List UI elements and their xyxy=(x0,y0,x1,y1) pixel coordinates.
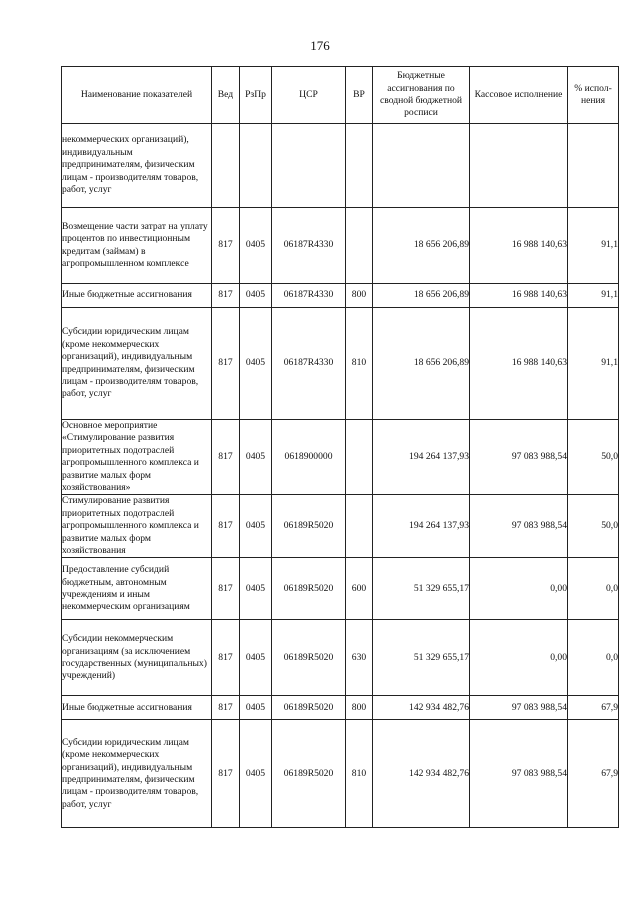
row-budget-cell: 18 656 206,89 xyxy=(373,284,470,308)
row-ved-cell: 817 xyxy=(212,696,240,720)
row-vr-cell xyxy=(346,208,373,284)
row-budget-cell xyxy=(373,124,470,208)
header-csr: ЦСР xyxy=(272,67,346,124)
row-csr-cell: 06189R5020 xyxy=(272,720,346,828)
row-csr-cell: 06189R5020 xyxy=(272,495,346,558)
row-vr-cell: 810 xyxy=(346,308,373,420)
row-ved-cell: 817 xyxy=(212,720,240,828)
row-rzpr-cell: 0405 xyxy=(240,558,272,620)
row-rzpr-cell: 0405 xyxy=(240,420,272,495)
row-csr-cell: 0618900000 xyxy=(272,420,346,495)
row-name-cell: Субсидии некоммерческим организациям (за исключением государственных (муниципальных) учреждений) xyxy=(62,620,212,696)
row-vr-cell: 800 xyxy=(346,696,373,720)
row-rzpr-cell: 0405 xyxy=(240,620,272,696)
row-rzpr-cell: 0405 xyxy=(240,308,272,420)
header-name: Наименование показателей xyxy=(62,67,212,124)
row-pct-cell: 0,0 xyxy=(568,620,619,696)
row-vr-cell: 630 xyxy=(346,620,373,696)
row-pct-cell: 91,1 xyxy=(568,308,619,420)
table-row xyxy=(62,208,619,284)
row-name-cell: некоммерческих организаций), индивидуальным предпринимателям, физическим лицам - производителям товаров, работ, услуг xyxy=(62,124,212,208)
row-csr-cell xyxy=(272,124,346,208)
header-pct: % испол-нения xyxy=(568,67,619,124)
row-csr-cell: 06189R5020 xyxy=(272,620,346,696)
table-row xyxy=(62,124,619,208)
row-pct-cell xyxy=(568,124,619,208)
row-budget-cell: 142 934 482,76 xyxy=(373,696,470,720)
row-vr-cell: 600 xyxy=(346,558,373,620)
row-cash-cell: 97 083 988,54 xyxy=(470,696,568,720)
row-ved-cell: 817 xyxy=(212,620,240,696)
table-row xyxy=(62,284,619,308)
row-name-cell: Субсидии юридическим лицам (кроме некоммерческих организаций), индивидуальным предпринимателям, физическим лицам - производителям товаров, работ, услуг xyxy=(62,720,212,828)
row-vr-cell xyxy=(346,420,373,495)
row-csr-cell: 06187R4330 xyxy=(272,208,346,284)
page-number: 176 xyxy=(310,38,330,53)
row-pct-cell: 50,0 xyxy=(568,495,619,558)
row-name-cell: Основное мероприятие «Стимулирование развития приоритетных подотраслей агропромышленного комплекса и развитие малых форм хозяйствования» xyxy=(62,420,212,495)
row-cash-cell: 97 083 988,54 xyxy=(470,495,568,558)
header-rzpr: РзПр xyxy=(240,67,272,124)
row-cash-cell: 97 083 988,54 xyxy=(470,420,568,495)
table-row xyxy=(62,620,619,696)
row-rzpr-cell xyxy=(240,124,272,208)
table-row xyxy=(62,495,619,558)
row-budget-cell: 18 656 206,89 xyxy=(373,208,470,284)
header-cash: Кассовое исполнение xyxy=(470,67,568,124)
header-budget: Бюджетные ассигнования по сводной бюджетной росписи xyxy=(373,67,470,124)
row-pct-cell: 91,1 xyxy=(568,208,619,284)
row-name-cell: Иные бюджетные ассигнования xyxy=(62,696,212,720)
row-budget-cell: 51 329 655,17 xyxy=(373,558,470,620)
row-csr-cell: 06187R4330 xyxy=(272,284,346,308)
row-ved-cell: 817 xyxy=(212,308,240,420)
row-budget-cell: 194 264 137,93 xyxy=(373,420,470,495)
row-cash-cell: 16 988 140,63 xyxy=(470,208,568,284)
row-pct-cell: 91,1 xyxy=(568,284,619,308)
table-row xyxy=(62,420,619,495)
row-name-cell: Стимулирование развития приоритетных подотраслей агропромышленного комплекса и развитие малых форм хозяйствования xyxy=(62,495,212,558)
row-csr-cell: 06189R5020 xyxy=(272,696,346,720)
table-row xyxy=(62,558,619,620)
row-budget-cell: 194 264 137,93 xyxy=(373,495,470,558)
row-name-cell: Предоставление субсидий бюджетным, автономным учреждениям и иным некоммерческим организациям xyxy=(62,558,212,620)
table-row xyxy=(62,308,619,420)
table-row xyxy=(62,696,619,720)
row-ved-cell xyxy=(212,124,240,208)
row-rzpr-cell: 0405 xyxy=(240,208,272,284)
row-cash-cell: 97 083 988,54 xyxy=(470,720,568,828)
row-vr-cell xyxy=(346,495,373,558)
header-vr: ВР xyxy=(346,67,373,124)
table-row xyxy=(62,720,619,828)
row-name-cell: Возмещение части затрат на уплату процентов по инвестиционным кредитам (займам) в агропромышленном комплексе xyxy=(62,208,212,284)
row-pct-cell: 50,0 xyxy=(568,420,619,495)
row-cash-cell xyxy=(470,124,568,208)
row-cash-cell: 16 988 140,63 xyxy=(470,284,568,308)
row-budget-cell: 18 656 206,89 xyxy=(373,308,470,420)
row-budget-cell: 51 329 655,17 xyxy=(373,620,470,696)
row-ved-cell: 817 xyxy=(212,284,240,308)
header-ved: Вед xyxy=(212,67,240,124)
row-pct-cell: 67,9 xyxy=(568,720,619,828)
row-rzpr-cell: 0405 xyxy=(240,720,272,828)
row-vr-cell: 810 xyxy=(346,720,373,828)
row-csr-cell: 06189R5020 xyxy=(272,558,346,620)
row-rzpr-cell: 0405 xyxy=(240,284,272,308)
table-body xyxy=(62,124,619,828)
row-vr-cell xyxy=(346,124,373,208)
row-csr-cell: 06187R4330 xyxy=(272,308,346,420)
row-name-cell: Иные бюджетные ассигнования xyxy=(62,284,212,308)
row-cash-cell: 0,00 xyxy=(470,620,568,696)
row-rzpr-cell: 0405 xyxy=(240,495,272,558)
row-ved-cell: 817 xyxy=(212,558,240,620)
row-ved-cell: 817 xyxy=(212,208,240,284)
row-rzpr-cell: 0405 xyxy=(240,696,272,720)
table-header-row xyxy=(62,67,619,124)
row-pct-cell: 67,9 xyxy=(568,696,619,720)
row-cash-cell: 0,00 xyxy=(470,558,568,620)
row-pct-cell: 0,0 xyxy=(568,558,619,620)
row-ved-cell: 817 xyxy=(212,495,240,558)
row-cash-cell: 16 988 140,63 xyxy=(470,308,568,420)
row-name-cell: Субсидии юридическим лицам (кроме некоммерческих организаций), индивидуальным предпринимателям, физическим лицам - производителям товаров, работ, услуг xyxy=(62,308,212,420)
row-budget-cell: 142 934 482,76 xyxy=(373,720,470,828)
row-vr-cell: 800 xyxy=(346,284,373,308)
budget-execution-table xyxy=(61,66,619,828)
row-ved-cell: 817 xyxy=(212,420,240,495)
